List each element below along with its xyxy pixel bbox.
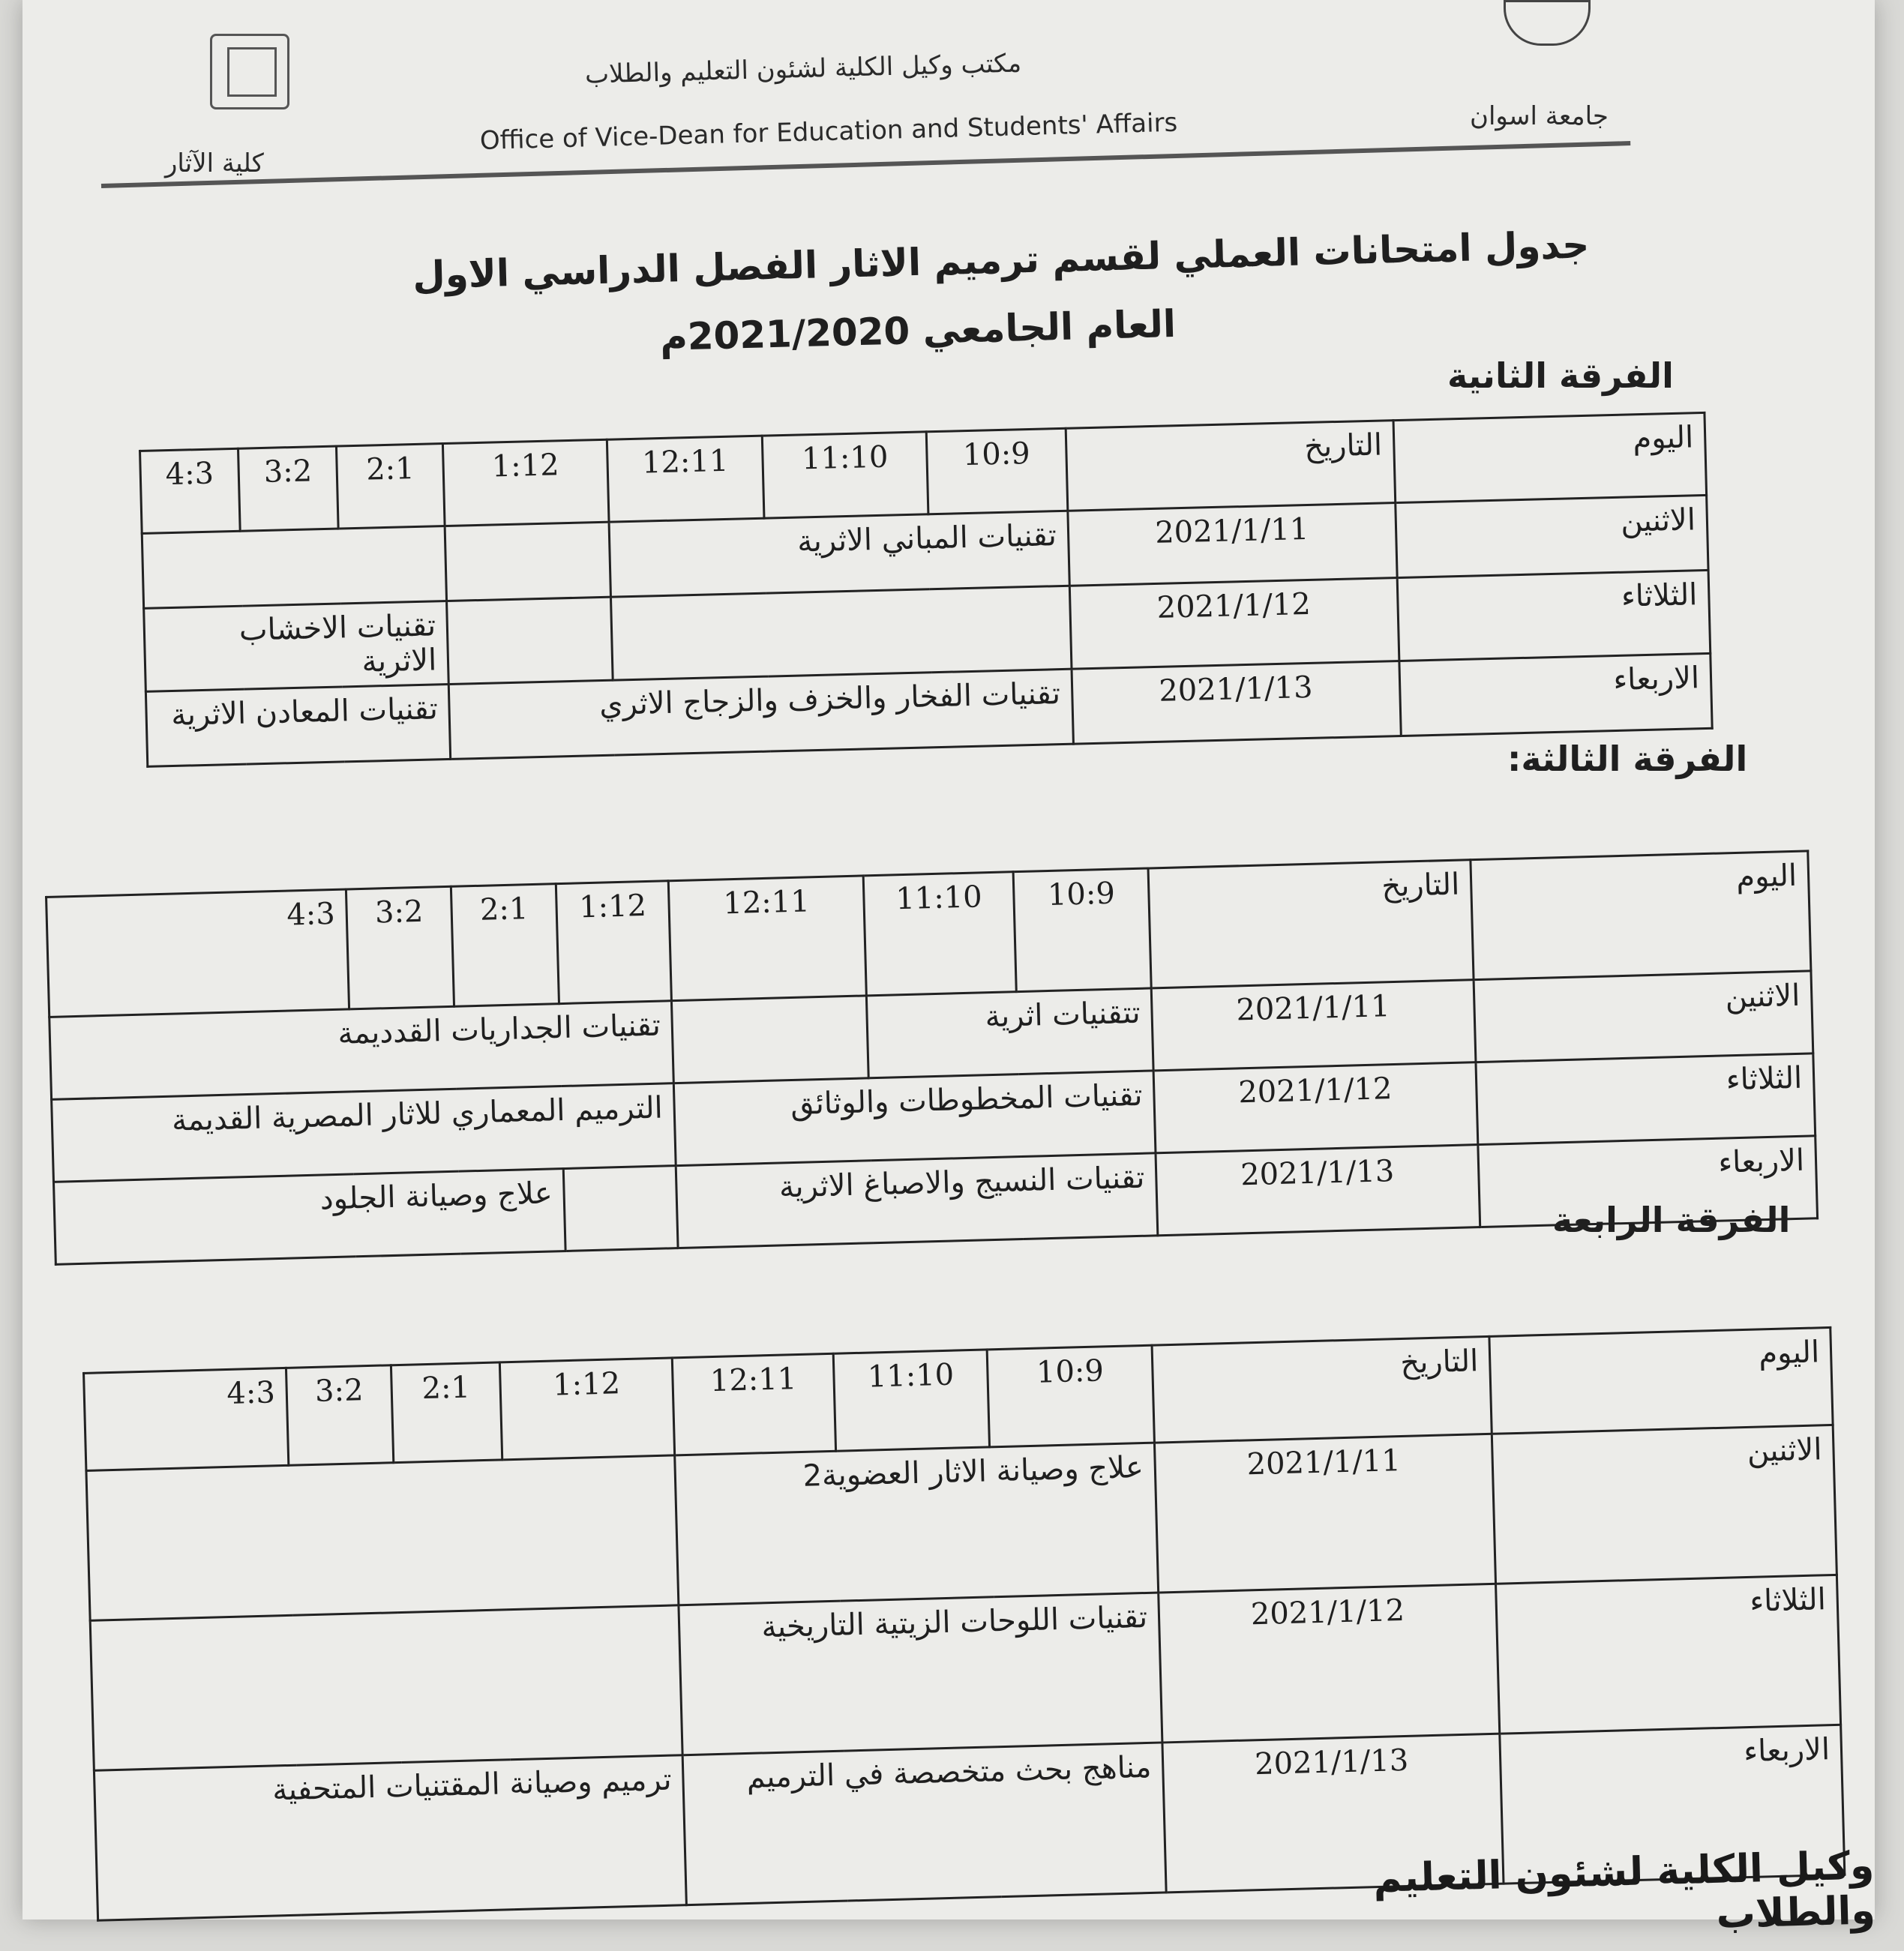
date-cell: 2021/1/12: [1153, 1062, 1478, 1153]
day-cell: الاربعاء: [1399, 653, 1713, 736]
day-header: اليوم: [1471, 851, 1811, 980]
empty-cell: [447, 597, 613, 684]
date-cell: 2021/1/11: [1154, 1434, 1495, 1593]
day-header: اليوم: [1489, 1327, 1833, 1434]
time-slot: 11:10: [833, 1350, 989, 1451]
date-header: التاريخ: [1066, 421, 1396, 511]
time-slot: 4:3: [46, 889, 349, 1017]
time-slot: 1:12: [556, 881, 671, 1004]
day-cell: الاثنين: [1474, 971, 1813, 1062]
time-slot: 2:1: [451, 884, 559, 1007]
morning-cell: تقنيات المخطوطات والوثائق: [673, 1071, 1156, 1166]
time-slot: 4:3: [140, 448, 241, 533]
afternoon-cell: علاج وصيانة الجلود: [53, 1169, 565, 1265]
header-rule: [101, 141, 1630, 188]
signature-line: وكيل الكلية لشئون التعليم والطلاب: [1372, 1843, 1876, 1938]
time-slot: 12:11: [672, 1353, 835, 1455]
time-slot: 3:2: [346, 886, 454, 1009]
afternoon-cell: ترميم وصيانة المقتنيات المتحفية: [94, 1755, 686, 1920]
time-slot: 10:9: [1013, 868, 1151, 992]
time-slot: 2:1: [337, 444, 445, 529]
afternoon-cell: تقنيات الاخشاب الاثرية: [144, 601, 449, 692]
faculty-name: كلية الآثار: [165, 148, 264, 178]
time-slot: 10:9: [926, 428, 1067, 514]
time-slot: 12:11: [607, 436, 764, 522]
office-title-ar: مكتب وكيل الكلية لشئون التعليم والطلاب: [584, 48, 1022, 90]
page-title: جدول امتحانات العملي لقسم ترميم الاثار الفصل الدراسي الاول: [412, 223, 1591, 298]
morning-cell: تتقنيات اثرية: [866, 988, 1153, 1078]
schedule-table: [82, 1326, 1846, 1922]
time-slot: 12:11: [668, 876, 866, 1001]
morning-cell: تقنيات النسيج والاصباغ الاثرية: [676, 1153, 1158, 1248]
morning-cell: علاج وصيانة الاثار العضوية2: [675, 1443, 1159, 1605]
afternoon-cell: [90, 1605, 682, 1770]
morning-cell: [610, 586, 1071, 680]
faculty-logo: [210, 34, 289, 109]
date-cell: 2021/1/13: [1072, 661, 1401, 745]
academic-year: العام الجامعي 2021/2020م: [659, 302, 1177, 359]
time-slot: 1:12: [499, 1358, 674, 1460]
date-cell: 2021/1/13: [1162, 1734, 1504, 1893]
time-slot: 3:2: [238, 446, 339, 531]
empty-cell: [563, 1166, 678, 1251]
day-cell: الاثنين: [1492, 1425, 1837, 1584]
date-cell: 2021/1/13: [1156, 1145, 1480, 1236]
afternoon-cell: [142, 526, 447, 609]
date-cell: 2021/1/11: [1068, 503, 1397, 586]
document-page: [22, 0, 1876, 1938]
afternoon-cell: تقنيات المعادن الاثرية: [145, 684, 451, 766]
afternoon-cell: الترميم المعماري للاثار المصرية القديمة: [52, 1083, 676, 1182]
day-cell: الاربعاء: [1478, 1136, 1818, 1227]
morning-cell: تقنيات الفخار والخزف والزجاج الاثري: [449, 669, 1074, 759]
day-cell: الاربعاء: [1500, 1725, 1845, 1884]
date-cell: 2021/1/12: [1159, 1584, 1500, 1743]
time-slot: 11:10: [863, 872, 1016, 996]
empty-cell: [671, 996, 868, 1083]
morning-cell: تقنيات المباني الاثرية: [609, 511, 1069, 597]
time-slot: 4:3: [84, 1368, 289, 1470]
office-title-en: Office of Vice-Dean for Education and Students' Affairs: [479, 107, 1178, 156]
date-cell: 2021/1/11: [1151, 980, 1476, 1071]
schedule-table: [139, 412, 1714, 768]
day-cell: الثلاثاء: [1397, 570, 1711, 661]
time-slot: 10:9: [987, 1345, 1154, 1447]
time-slot: 2:1: [391, 1362, 502, 1463]
day-cell: الثلاثاء: [1476, 1053, 1816, 1145]
university-name: جامعة اسوان: [1470, 101, 1609, 131]
date-cell: 2021/1/12: [1069, 578, 1399, 670]
date-header: التاريخ: [1152, 1336, 1492, 1443]
afternoon-cell: [86, 1455, 679, 1620]
date-header: التاريخ: [1148, 860, 1474, 988]
section-label: الفرقة الرابعة: [1552, 1200, 1791, 1240]
morning-cell: مناهج بحث متخصصة في الترميم: [682, 1743, 1166, 1905]
day-header: اليوم: [1393, 412, 1707, 502]
morning-cell: تقنيات اللوحات الزيتية التاريخية: [679, 1593, 1162, 1755]
time-slot: 3:2: [286, 1365, 393, 1466]
university-seal: [1504, 0, 1591, 46]
time-slot: 11:10: [763, 432, 928, 518]
section-label: الفرقة الثالثة:: [1507, 739, 1748, 779]
section-label: الفرقة الثانية: [1447, 355, 1674, 396]
empty-cell: [445, 522, 610, 601]
day-cell: الثلاثاء: [1496, 1575, 1841, 1734]
day-cell: الاثنين: [1395, 495, 1708, 577]
time-slot: 1:12: [443, 439, 609, 526]
afternoon-cell: تقنيات الجداريات القدديمة: [49, 1001, 674, 1100]
